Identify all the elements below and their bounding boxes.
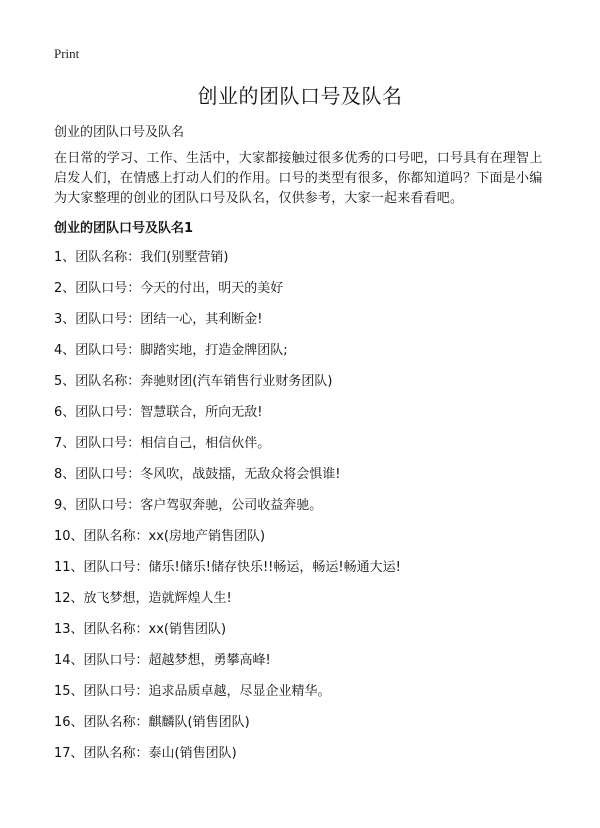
list-item: 15、团队口号：追求品质卓越，尽显企业精华。 — [54, 684, 331, 699]
slogan-list — [54, 249, 401, 776]
list-item: 12、放飞梦想，造就辉煌人生! — [54, 591, 232, 606]
list-item: 9、团队口号：客户驾驭奔驰，公司收益奔驰。 — [54, 498, 323, 513]
document-subtitle: 创业的团队口号及队名 — [54, 125, 185, 140]
list-item: 7、团队口号：相信自己，相信伙伴。 — [54, 436, 271, 451]
list-item: 4、团队口号：脚踏实地，打造金牌团队; — [54, 343, 288, 358]
section-heading: 创业的团队口号及队名1 — [54, 221, 194, 236]
print-link[interactable]: Print — [54, 46, 80, 61]
list-item: 2、团队口号：今天的付出，明天的美好 — [54, 281, 284, 296]
list-item: 6、团队口号：智慧联合，所向无敌! — [54, 405, 263, 420]
intro-paragraph: 在日常的学习、工作、生活中，大家都接触过很多优秀的口号吧，口号具有在理智上启发人们，在情感上打动人们的作用。口号的类型有很多，你都知道吗？下面是小编为大家整理的创业的团队口号及队名，仅供参考，大家一起来看看吧。 — [54, 151, 543, 206]
list-item: 1、团队名称：我们(别墅营销) — [54, 250, 229, 265]
list-item: 16、团队名称：麒麟队(销售团队) — [54, 715, 250, 730]
list-item: 13、团队名称：xx(销售团队) — [54, 622, 227, 637]
list-item: 11、团队口号：储乐!储乐!储存快乐!!畅运，畅运!畅通大运! — [54, 560, 401, 575]
list-item: 14、团队口号：超越梦想，勇攀高峰! — [54, 653, 271, 668]
list-item: 8、团队口号：冬风吹，战鼓擂，无敌众将会惧谁! — [54, 467, 341, 482]
list-item: 3、团队口号：团结一心，其利断金! — [54, 312, 263, 327]
list-item: 10、团队名称：xx(房地产销售团队) — [54, 529, 266, 544]
list-item: 17、团队名称：泰山(销售团队) — [54, 746, 237, 761]
list-item: 5、团队名称：奔驰财团(汽车销售行业财务团队) — [54, 374, 333, 389]
page-title: 创业的团队口号及队名 — [197, 84, 403, 108]
